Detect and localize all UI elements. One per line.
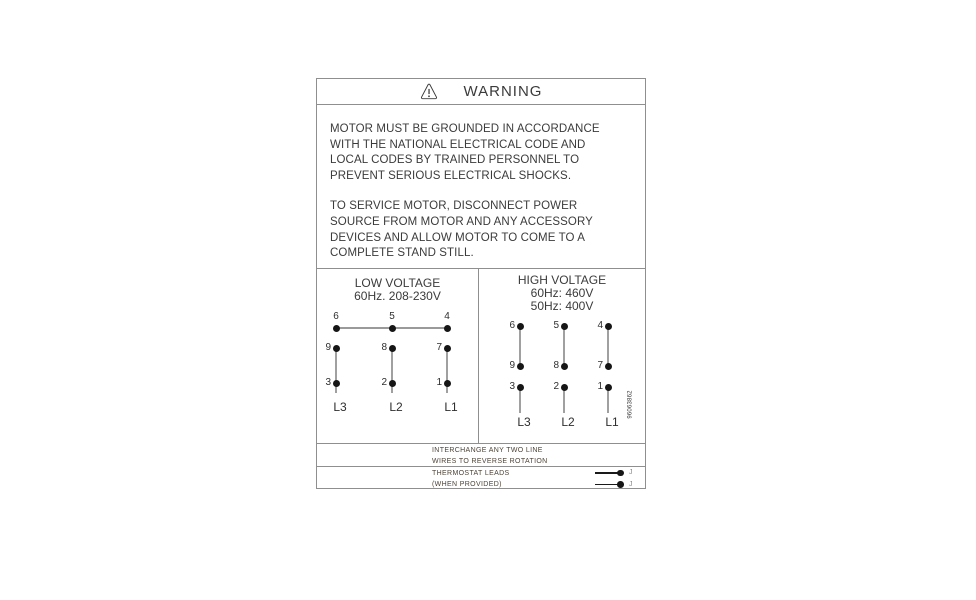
warning-paragraph1-line: WITH THE NATIONAL ELECTRICAL CODE AND <box>330 138 586 151</box>
terminal-dot-7 <box>605 363 612 370</box>
terminal-dot-2 <box>561 384 568 391</box>
high-voltage-subtitle: 50Hz: 400V <box>530 299 594 313</box>
warning-paragraph1-line: LOCAL CODES BY TRAINED PERSONNEL TO <box>330 154 580 167</box>
rotation-note-line: INTERCHANGE ANY TWO LINE <box>432 447 543 454</box>
terminal-dot-6 <box>333 325 340 332</box>
high-voltage-subtitle: 60Hz: 460V <box>530 286 594 300</box>
terminal-wire-line <box>519 387 521 413</box>
terminal-number-4: 4 <box>444 311 450 322</box>
terminal-dot-5 <box>561 323 568 330</box>
terminal-dot-5 <box>389 325 396 332</box>
part-number: 96063862 <box>627 390 634 419</box>
low-voltage-diagram <box>317 269 478 443</box>
terminal-number-9: 9 <box>509 360 515 371</box>
terminal-dot-4 <box>605 323 612 330</box>
terminal-dot-3 <box>333 380 340 387</box>
low-voltage-subtitle: 60Hz. 208-230V <box>354 289 441 303</box>
high-voltage-title: HIGH VOLTAGE <box>517 273 607 287</box>
terminal-dot-1 <box>605 384 612 391</box>
terminal-number-3: 3 <box>325 377 331 388</box>
warning-paragraph2-line: SOURCE FROM MOTOR AND ANY ACCESSORY <box>330 215 593 228</box>
terminal-number-3: 3 <box>509 381 515 392</box>
terminal-wire-line <box>607 387 609 413</box>
low-voltage-heading <box>317 277 478 303</box>
terminal-wire-line <box>519 326 521 366</box>
high-voltage-diagram <box>478 269 645 443</box>
terminal-number-5: 5 <box>553 320 559 331</box>
warning-title: WARNING <box>463 83 543 100</box>
terminal-dot-1 <box>444 380 451 387</box>
terminal-number-8: 8 <box>381 342 387 353</box>
terminal-dot-8 <box>389 345 396 352</box>
thermostat-note-line: (WHEN PROVIDED) <box>432 481 502 488</box>
lead-label-L2: L2 <box>389 400 403 414</box>
thermostat-lead-label: J <box>629 480 633 488</box>
thermostat-note-line: THERMOSTAT LEADS <box>432 470 510 477</box>
motor-warning-label <box>316 78 646 489</box>
terminal-dot-3 <box>517 384 524 391</box>
warning-paragraph2-line: DEVICES AND ALLOW MOTOR TO COME TO A <box>330 231 585 244</box>
lead-label-L3: L3 <box>333 400 347 414</box>
lead-label-L1: L1 <box>605 415 619 429</box>
terminal-dot-6 <box>517 323 524 330</box>
warning-header <box>317 79 645 105</box>
terminal-dot-9 <box>517 363 524 370</box>
warning-paragraph2-line: TO SERVICE MOTOR, DISCONNECT POWER <box>330 200 578 213</box>
terminal-number-6: 6 <box>509 320 515 331</box>
terminal-wire-line <box>563 326 565 366</box>
thermostat-lead-dot <box>617 470 624 477</box>
paragraph-gap <box>330 184 645 199</box>
terminal-number-7: 7 <box>436 342 442 353</box>
terminal-number-4: 4 <box>597 320 603 331</box>
warning-paragraph2-line: COMPLETE STAND STILL. <box>330 247 474 260</box>
terminal-dot-8 <box>561 363 568 370</box>
terminal-number-2: 2 <box>381 377 387 388</box>
terminal-number-7: 7 <box>597 360 603 371</box>
low-voltage-title: LOW VOLTAGE <box>354 276 441 290</box>
warning-triangle-icon <box>420 83 438 100</box>
lead-label-L3: L3 <box>517 415 531 429</box>
terminal-wire-line <box>607 326 609 366</box>
terminal-number-8: 8 <box>553 360 559 371</box>
terminal-number-1: 1 <box>597 381 603 392</box>
wiring-diagrams-section <box>317 268 645 443</box>
terminal-number-9: 9 <box>325 342 331 353</box>
warning-paragraph1-line: MOTOR MUST BE GROUNDED IN ACCORDANCE <box>330 123 600 135</box>
warning-paragraph1-line: PREVENT SERIOUS ELECTRICAL SHOCKS. <box>330 169 572 182</box>
thermostat-note-row <box>317 466 645 489</box>
lead-label-L2: L2 <box>561 415 575 429</box>
thermostat-lead-dot <box>617 481 624 488</box>
rotation-note-row <box>317 443 645 466</box>
warning-text-block <box>317 105 645 268</box>
thermostat-lead-wire <box>595 484 619 486</box>
terminal-dot-2 <box>389 380 396 387</box>
terminal-number-2: 2 <box>553 381 559 392</box>
high-voltage-heading <box>479 274 645 313</box>
terminal-number-6: 6 <box>333 311 339 322</box>
terminal-dot-9 <box>333 345 340 352</box>
terminal-wire-line <box>563 387 565 413</box>
terminal-number-5: 5 <box>389 311 395 322</box>
terminal-dot-4 <box>444 325 451 332</box>
rotation-note-line: WIRES TO REVERSE ROTATION <box>432 458 548 465</box>
terminal-dot-7 <box>444 345 451 352</box>
thermostat-lead-label: J <box>629 469 633 476</box>
thermostat-lead-wire <box>595 472 619 474</box>
terminal-number-1: 1 <box>436 377 442 388</box>
lead-label-L1: L1 <box>444 400 458 414</box>
